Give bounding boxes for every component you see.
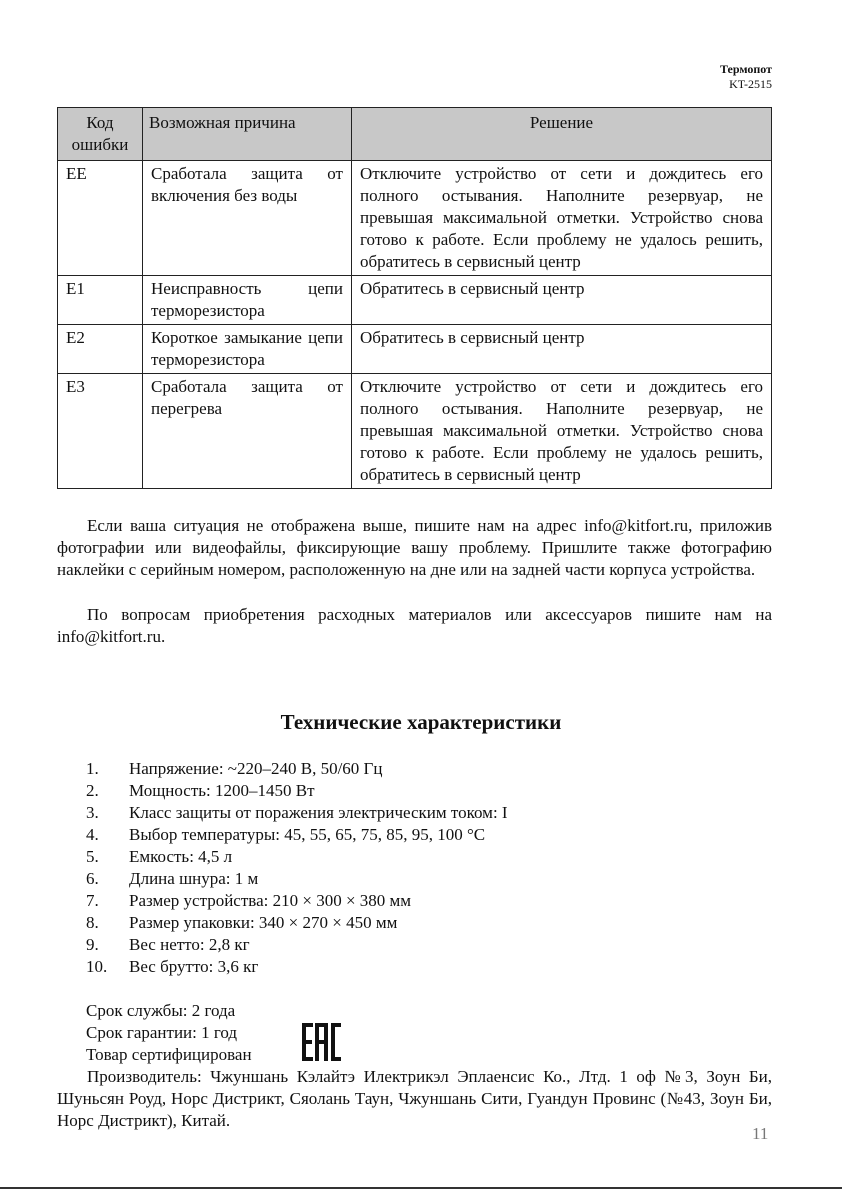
- error-cause: Короткое замыкание цепи терморезистора: [143, 325, 352, 374]
- product-name: Термопот: [719, 62, 772, 76]
- item-text: Напряжение: ~220–240 В, 50/60 Гц: [129, 759, 383, 778]
- service-life: Срок службы: 2 года: [86, 1001, 236, 1020]
- item-number: 8.: [86, 913, 99, 932]
- error-solution: Отключите устройство от сети и дождитесь его полного остывания. Наполните резервуар, не превышая максимальной отметки. Устройство снова готово к работе. Если проблему не удалось решить, обратитесь в сервисный центр: [352, 374, 772, 489]
- specs-list: [86, 758, 508, 978]
- item-number: 4.: [86, 825, 99, 844]
- column-header-solution: Решение: [352, 108, 772, 161]
- error-code: EE: [58, 161, 143, 276]
- item-number: 1.: [86, 759, 99, 778]
- error-code: E1: [58, 276, 143, 325]
- list-item: [86, 912, 508, 934]
- list-item: [86, 868, 508, 890]
- table-row: [58, 374, 772, 489]
- item-text: Длина шнура: 1 м: [129, 869, 259, 888]
- error-solution: Отключите устройство от сети и дождитесь его полного остывания. Наполните резервуар, не превышая максимальной отметки. Устройство снова готово к работе. Если проблему не удалось решить, обратитесь в сервисный центр: [352, 161, 772, 276]
- error-cause: Неисправность цепи терморезистора: [143, 276, 352, 325]
- list-item: [86, 802, 508, 824]
- warranty-period: Срок гарантии: 1 год: [86, 1023, 238, 1042]
- service-info: [86, 1000, 252, 1066]
- item-number: 7.: [86, 891, 99, 910]
- item-number: 9.: [86, 935, 99, 954]
- list-item: [86, 956, 508, 978]
- item-text: Размер упаковки: 340 × 270 × 450 мм: [129, 913, 398, 932]
- item-text: Выбор температуры: 45, 55, 65, 75, 85, 95, 100 °C: [129, 825, 486, 844]
- item-text: Класс защиты от поражения электрическим током: I: [129, 803, 508, 822]
- item-number: 2.: [86, 781, 99, 800]
- column-header-cause: Возможная причина: [143, 108, 352, 161]
- table-row: [58, 325, 772, 374]
- accessories-paragraph: По вопросам приобретения расходных материалов или аксессуаров пишите нам на info@kitfort.ru.: [57, 605, 772, 646]
- manufacturer-info: Производитель: Чжуншань Кэлайтэ Илектрикэл Эплаенсис Ко., Лтд. 1 оф №3, Зоун Би, Шуньсян Роуд, Норс Дистрикт, Сяолань Таун, Чжуншань Сити, Гуандун Провинс (№43, Зоун Би, Норс Дистрикт), Китай.: [57, 1067, 772, 1130]
- table-header-row: [58, 108, 772, 161]
- item-number: 6.: [86, 869, 99, 888]
- item-text: Вес брутто: 3,6 кг: [129, 957, 259, 976]
- table-row: [58, 161, 772, 276]
- specs-title: Технические характеристики: [280, 710, 562, 734]
- error-cause: Сработала защита от включения без воды: [143, 161, 352, 276]
- item-text: Размер устройства: 210 × 300 × 380 мм: [129, 891, 412, 910]
- item-text: Емкость: 4,5 л: [129, 847, 233, 866]
- item-text: Вес нетто: 2,8 кг: [129, 935, 250, 954]
- error-code: E2: [58, 325, 143, 374]
- certification-note: Товар сертифицирован: [86, 1045, 252, 1064]
- error-solution: Обратитесь в сервисный центр: [352, 325, 772, 374]
- table-row: [58, 276, 772, 325]
- error-solution: Обратитесь в сервисный центр: [352, 276, 772, 325]
- error-code: E3: [58, 374, 143, 489]
- item-number: 5.: [86, 847, 99, 866]
- error-code-table: [57, 107, 772, 489]
- list-item: [86, 824, 508, 846]
- list-item: [86, 846, 508, 868]
- model-number: KT-2515: [729, 77, 772, 91]
- list-item: [86, 780, 508, 802]
- error-cause: Сработала защита от перегрева: [143, 374, 352, 489]
- column-header-code: Код ошибки: [58, 108, 143, 161]
- page-number: 11: [752, 1124, 769, 1143]
- page-header: [720, 62, 772, 92]
- list-item: [86, 934, 508, 956]
- item-number: 10.: [86, 957, 108, 976]
- list-item: [86, 758, 508, 780]
- item-number: 3.: [86, 803, 99, 822]
- list-item: [86, 890, 508, 912]
- contact-paragraph: Если ваша ситуация не отображена выше, пишите нам на адрес info@kitfort.ru, приложив фотографии или видеофайлы, фиксирующие вашу проблему. Пришлите также фотографию наклейки с серийным номером, расположенную на дне или на задней части корпуса устройства.: [57, 516, 772, 579]
- item-text: Мощность: 1200–1450 Вт: [129, 781, 315, 800]
- eac-mark-icon: [300, 1022, 342, 1062]
